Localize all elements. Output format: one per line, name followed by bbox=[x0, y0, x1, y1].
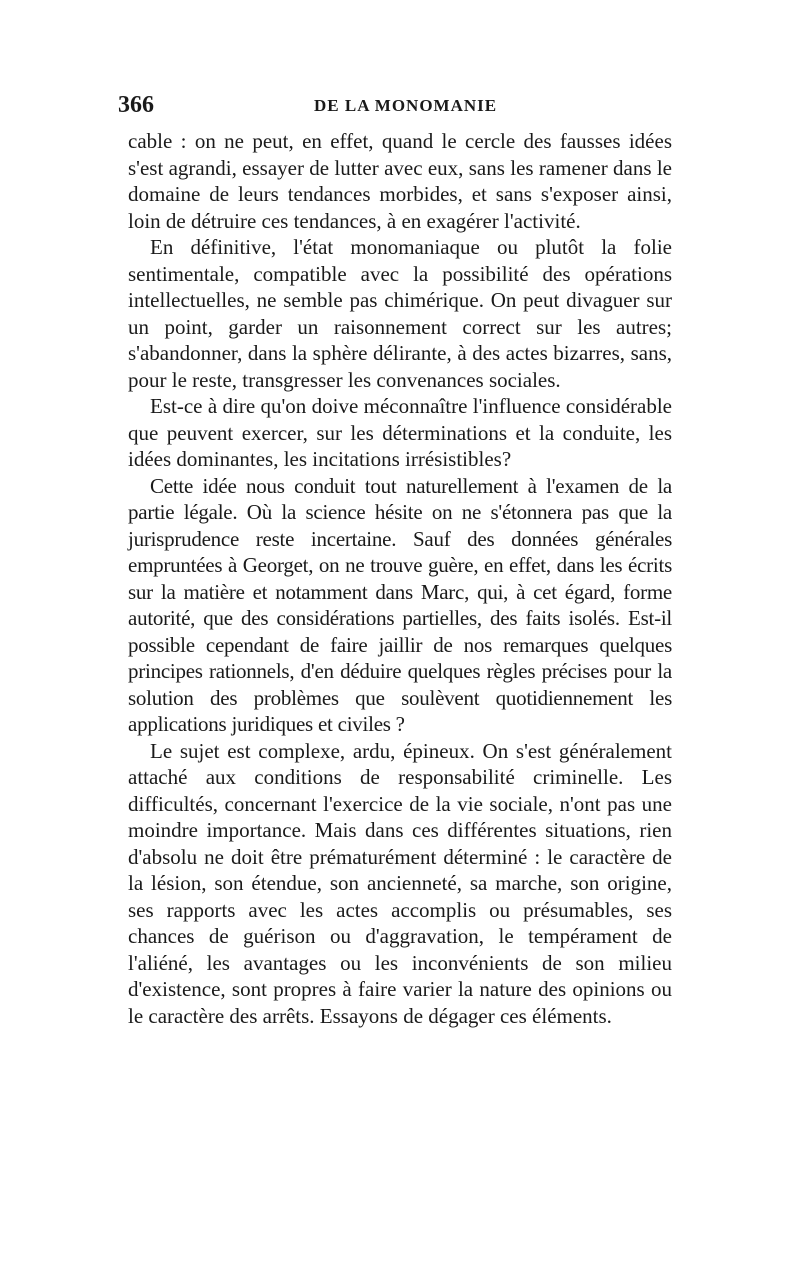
paragraph: Le sujet est complexe, ardu, épineux. On s'est généralement attaché aux conditions de responsabilité criminelle. Les difficultés, concernant l'exercice de la vie sociale, n'ont pas une moindre importance. Mais dans ces différentes situations, rien d'absolu ne doit être prématurément déterminé : le caractère de la lésion, son étendue, son ancienneté, sa marche, son origine, ses rapports avec les actes accomplis ou présumables, ses chances de guérison ou d'aggravation, le tempérament de l'aliéné, les avantages ou les inconvénients de son milieu d'existence, sont propres à faire varier la nature des opinions ou le caractère des arrêts. Essayons de dégager ces éléments. bbox=[128, 738, 672, 1028]
body-text bbox=[128, 128, 672, 1029]
paragraph: Est-ce à dire qu'on doive méconnaître l'influence considérable que peuvent exercer, sur les déterminations et la conduite, les idées dominantes, les incitations irrésistibles? bbox=[128, 394, 672, 471]
running-head bbox=[118, 90, 666, 120]
running-title: DE LA MONOMANIE bbox=[314, 96, 498, 115]
page-number: 366 bbox=[118, 92, 154, 118]
paragraph: En définitive, l'état monomaniaque ou plutôt la folie sentimentale, compatible avec la possibilité des opérations intellectuelles, ne semble pas chimérique. On peut divaguer sur un point, garder un raisonnement correct sur les autres; s'abandonner, dans la sphère délirante, à des actes bizarres, sans, pour le reste, transgresser les convenances sociales. bbox=[128, 235, 672, 392]
paragraph: Cette idée nous conduit tout naturellement à l'examen de la partie légale. Où la science hésite on ne s'étonnera pas que la jurisprudence reste incertaine. Sauf des données générales empruntées à Georget, on ne trouve guère, en effet, dans les écrits sur la matière et notamment dans Marc, qui, à cet égard, forme autorité, que des considérations partielles, des faits isolés. Est-il possible cependant de faire jaillir de nos remarques quelques principes rationnels, d'en déduire quelques règles précises pour la solution des problèmes que soulèvent quotidiennement les applications juridiques et civiles ? bbox=[128, 473, 672, 736]
paragraph-continued: cable : on ne peut, en effet, quand le cercle des fausses idées s'est agrandi, essayer de lutter avec eux, sans les ramener dans le domaine de leurs tendances morbides, et sans s'exposer ainsi, loin de détruire ces tendances, à en exagérer l'activité. bbox=[128, 129, 672, 233]
